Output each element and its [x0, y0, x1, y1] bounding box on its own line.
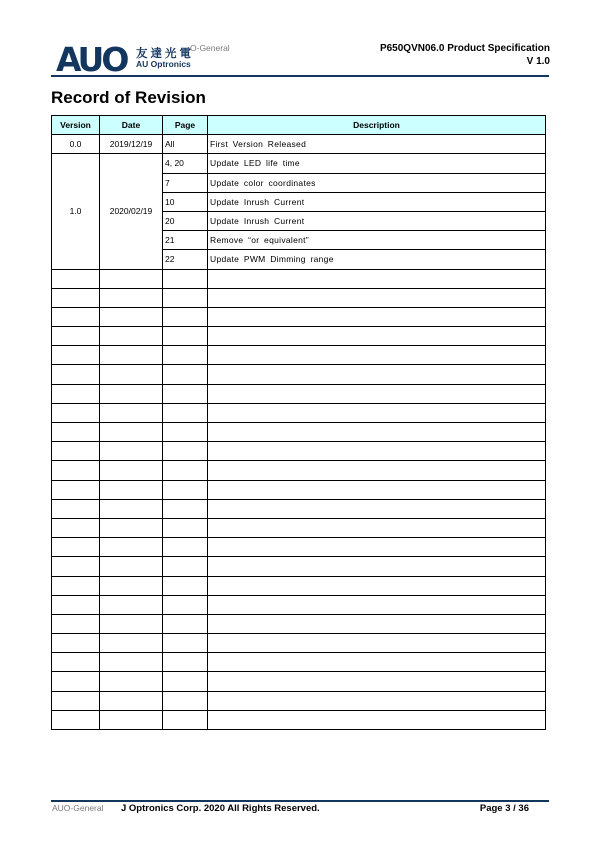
cell-version [52, 384, 100, 403]
logo-english-text: AU Optronics [136, 59, 191, 69]
cell-version [52, 538, 100, 557]
cell-page [163, 634, 208, 653]
cell-page [163, 557, 208, 576]
cell-version [52, 653, 100, 672]
cell-date: 2020/02/19 [100, 154, 163, 269]
empty-table-row [52, 595, 546, 614]
cell-page [163, 288, 208, 307]
cell-description [208, 595, 546, 614]
cell-date [100, 653, 163, 672]
cell-version [52, 480, 100, 499]
cell-version [52, 710, 100, 729]
cell-description [208, 672, 546, 691]
cell-description [208, 634, 546, 653]
cell-page [163, 576, 208, 595]
column-header-page: Page [163, 116, 208, 135]
cell-version: 1.0 [52, 154, 100, 269]
cell-page [163, 653, 208, 672]
cell-page [163, 672, 208, 691]
cell-page [163, 595, 208, 614]
auo-logo-icon [56, 42, 136, 74]
empty-table-row [52, 307, 546, 326]
footer-copyright: J Optronics Corp. 2020 All Rights Reserved. [121, 803, 320, 814]
cell-page [163, 384, 208, 403]
cell-page: 20 [163, 211, 208, 230]
cell-date [100, 384, 163, 403]
cell-page: 7 [163, 173, 208, 192]
logo-chinese-text: 友達光電 [136, 46, 194, 60]
empty-table-row [52, 346, 546, 365]
cell-description [208, 269, 546, 288]
cell-page [163, 518, 208, 537]
header-divider [51, 75, 549, 77]
svg-text:AUO: AUO [56, 42, 127, 74]
cell-date [100, 346, 163, 365]
footer-divider [51, 800, 549, 802]
empty-table-row [52, 480, 546, 499]
empty-table-row [52, 499, 546, 518]
cell-version [52, 307, 100, 326]
cell-page [163, 442, 208, 461]
cell-page [163, 499, 208, 518]
column-header-description: Description [208, 116, 546, 135]
cell-page [163, 538, 208, 557]
cell-description: First Version Released [208, 135, 546, 154]
cell-page: 4, 20 [163, 154, 208, 173]
cell-version [52, 634, 100, 653]
cell-description [208, 327, 546, 346]
cell-version [52, 442, 100, 461]
cell-version [52, 365, 100, 384]
cell-page [163, 403, 208, 422]
table-row [52, 154, 546, 173]
cell-page [163, 423, 208, 442]
cell-description [208, 614, 546, 633]
empty-table-row [52, 557, 546, 576]
cell-description [208, 307, 546, 326]
cell-date: 2019/12/19 [100, 135, 163, 154]
empty-table-row [52, 327, 546, 346]
cell-page [163, 710, 208, 729]
cell-version: 0.0 [52, 135, 100, 154]
cell-date [100, 634, 163, 653]
cell-version [52, 269, 100, 288]
cell-page [163, 365, 208, 384]
cell-description [208, 442, 546, 461]
cell-description [208, 288, 546, 307]
empty-table-row [52, 710, 546, 729]
cell-date [100, 365, 163, 384]
cell-description [208, 461, 546, 480]
empty-table-row [52, 518, 546, 537]
cell-page [163, 480, 208, 499]
cell-description: Update Inrush Current [208, 211, 546, 230]
cell-date [100, 499, 163, 518]
cell-description [208, 518, 546, 537]
cell-page: 22 [163, 250, 208, 269]
cell-version [52, 288, 100, 307]
cell-date [100, 518, 163, 537]
cell-version [52, 461, 100, 480]
document-title: P650QVN06.0 Product Specification [379, 43, 550, 54]
empty-table-row [52, 634, 546, 653]
cell-date [100, 307, 163, 326]
cell-description [208, 403, 546, 422]
cell-description [208, 423, 546, 442]
revision-table [51, 115, 546, 730]
document-version: V 1.0 [526, 56, 550, 67]
cell-description: Update LED life time [208, 154, 546, 173]
cell-version [52, 691, 100, 710]
cell-date [100, 557, 163, 576]
footer-page-number: Page 3 / 36 [479, 803, 529, 814]
cell-description [208, 710, 546, 729]
cell-date [100, 614, 163, 633]
cell-version [52, 403, 100, 422]
empty-table-row [52, 442, 546, 461]
cell-version [52, 346, 100, 365]
cell-page [163, 307, 208, 326]
cell-description [208, 384, 546, 403]
cell-version [52, 518, 100, 537]
cell-page [163, 346, 208, 365]
table-row [52, 135, 546, 154]
cell-date [100, 423, 163, 442]
cell-version [52, 672, 100, 691]
cell-description [208, 691, 546, 710]
cell-version [52, 327, 100, 346]
cell-date [100, 442, 163, 461]
cell-date [100, 691, 163, 710]
empty-table-row [52, 538, 546, 557]
table-header-row [52, 116, 546, 135]
empty-table-row [52, 365, 546, 384]
footer-watermark: AUO-General [52, 803, 104, 813]
empty-table-row [52, 269, 546, 288]
column-header-version: Version [52, 116, 100, 135]
column-header-date: Date [100, 116, 163, 135]
empty-table-row [52, 384, 546, 403]
cell-page: 10 [163, 192, 208, 211]
empty-table-row [52, 423, 546, 442]
cell-date [100, 672, 163, 691]
empty-table-row [52, 288, 546, 307]
cell-description [208, 576, 546, 595]
empty-table-row [52, 403, 546, 422]
cell-date [100, 710, 163, 729]
page-title: Record of Revision [51, 88, 206, 107]
cell-date [100, 403, 163, 422]
empty-table-row [52, 576, 546, 595]
cell-version [52, 499, 100, 518]
cell-description: Remove “or equivalent” [208, 231, 546, 250]
cell-description: Update color coordinates [208, 173, 546, 192]
cell-date [100, 480, 163, 499]
cell-page [163, 269, 208, 288]
cell-page [163, 691, 208, 710]
cell-description [208, 499, 546, 518]
cell-page [163, 327, 208, 346]
cell-description: Update Inrush Current [208, 192, 546, 211]
cell-page: 21 [163, 231, 208, 250]
cell-date [100, 595, 163, 614]
cell-version [52, 423, 100, 442]
empty-table-row [52, 691, 546, 710]
cell-date [100, 538, 163, 557]
empty-table-row [52, 461, 546, 480]
cell-date [100, 576, 163, 595]
cell-description [208, 480, 546, 499]
empty-table-row [52, 672, 546, 691]
empty-table-row [52, 653, 546, 672]
cell-version [52, 614, 100, 633]
cell-description [208, 538, 546, 557]
cell-date [100, 461, 163, 480]
page-header [52, 37, 550, 75]
cell-description [208, 557, 546, 576]
cell-description [208, 365, 546, 384]
cell-date [100, 288, 163, 307]
cell-page [163, 461, 208, 480]
auo-logo [56, 42, 136, 74]
cell-page: All [163, 135, 208, 154]
cell-date [100, 269, 163, 288]
cell-description [208, 346, 546, 365]
empty-table-row [52, 614, 546, 633]
cell-version [52, 557, 100, 576]
header-watermark: O-General [190, 43, 230, 53]
cell-page [163, 614, 208, 633]
cell-version [52, 576, 100, 595]
cell-date [100, 327, 163, 346]
cell-version [52, 595, 100, 614]
cell-description: Update PWM Dimming range [208, 250, 546, 269]
cell-description [208, 653, 546, 672]
